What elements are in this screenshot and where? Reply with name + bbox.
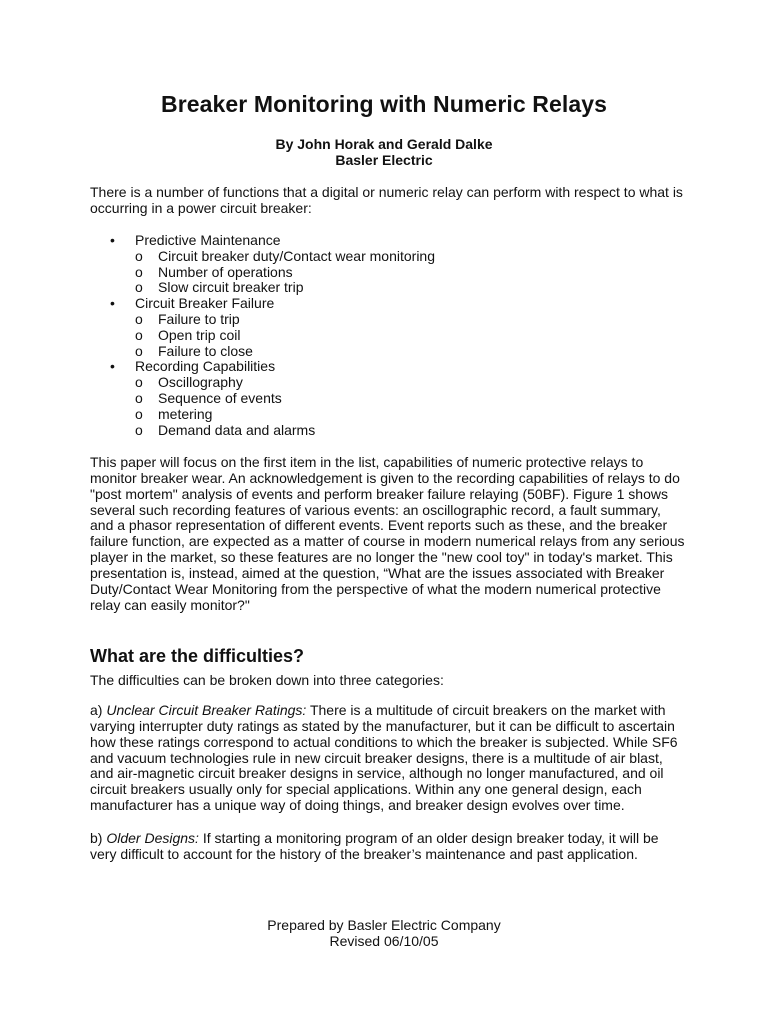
outline-item-label: Circuit Breaker Failure bbox=[135, 295, 275, 312]
item-prefix: a) bbox=[90, 702, 107, 718]
text-line: and air-magnetic circuit breaker designs in service, although no longer manufactured, and oil bbox=[90, 765, 664, 782]
outline-subitem-label: Demand data and alarms bbox=[158, 421, 316, 438]
sub-bullet-icon: o bbox=[135, 389, 143, 406]
outline-item bbox=[90, 359, 690, 375]
footer-revised: Revised 06/10/05 bbox=[329, 933, 439, 949]
text-line: Duty/Contact Wear Monitoring from the perspective of what the modern numerical protective bbox=[90, 580, 661, 597]
page-footer bbox=[0, 917, 768, 949]
outline-subitem bbox=[90, 423, 690, 439]
sub-bullet-icon: o bbox=[135, 310, 143, 327]
outline-subitem-label: Circuit breaker duty/Contact wear monitoring bbox=[158, 247, 436, 264]
text-line: and a phasor representation of different events. Event reports such as these, and the breaker bbox=[90, 517, 668, 534]
bullet-icon: • bbox=[110, 232, 115, 248]
sub-bullet-icon: o bbox=[135, 247, 143, 264]
text-line: monitor breaker wear. An acknowledgement is given to the recording capabilities of relays to do bbox=[90, 469, 680, 486]
outline-subitem-label: Open trip coil bbox=[158, 326, 241, 343]
sub-bullet-icon: o bbox=[135, 263, 143, 280]
text-line: failure function, are expected as a matter of course in modern numerical relays from any serious bbox=[90, 533, 685, 550]
outline-item-label: Recording Capabilities bbox=[135, 358, 276, 375]
text-line: and vacuum technologies rule in new circuit breaker designs, there is a multitude of air blast, bbox=[90, 749, 663, 766]
outline-item-label: Predictive Maintenance bbox=[135, 232, 281, 248]
outline-subitem bbox=[90, 407, 690, 423]
outline-subitem bbox=[90, 375, 690, 391]
text-line bbox=[90, 831, 690, 847]
text-line: how these ratings correspond to actual conditions to which the breaker is subjected. While SF6 bbox=[90, 733, 678, 750]
outline-subitem-label: Failure to close bbox=[158, 342, 253, 359]
text-line: occurring in a power circuit breaker: bbox=[90, 200, 312, 216]
outline-subitem bbox=[90, 265, 690, 281]
bullet-icon: • bbox=[110, 358, 115, 375]
text-line: "post mortem" analysis of events and perform breaker failure relaying (50BF). Figure 1 shows bbox=[90, 485, 668, 502]
item-term: Unclear Circuit Breaker Ratings: bbox=[106, 702, 307, 718]
bullet-icon: • bbox=[110, 295, 115, 312]
outline-subitem-label: Oscillography bbox=[158, 374, 243, 391]
page-title: Breaker Monitoring with Numeric Relays bbox=[160, 91, 608, 117]
text-line: manufacturer has a unique way of doing things, and breaker design evolves over time. bbox=[90, 797, 625, 814]
outline-subitem-label: Slow circuit breaker trip bbox=[158, 279, 304, 296]
sub-bullet-icon: o bbox=[135, 326, 143, 343]
byline bbox=[0, 136, 768, 168]
item-a-paragraph bbox=[90, 703, 690, 814]
text-line: very difficult to account for the history of the breaker’s maintenance and past application. bbox=[90, 845, 638, 862]
footer-prepared-by: Prepared by Basler Electric Company bbox=[267, 917, 501, 933]
outline-subitem bbox=[90, 391, 690, 407]
text-line: This paper will focus on the first item in the list, capabilities of numeric protective relays to bbox=[90, 454, 644, 470]
focus-paragraph bbox=[90, 455, 690, 613]
sub-bullet-icon: o bbox=[135, 374, 143, 391]
sub-bullet-icon: o bbox=[135, 279, 143, 296]
text-line: relay can easily monitor?" bbox=[90, 596, 250, 613]
item-text: There is a multitude of circuit breakers on the market with bbox=[306, 702, 666, 718]
section-heading: What are the difficulties? bbox=[90, 646, 305, 666]
outline-subitem bbox=[90, 328, 690, 344]
text-line: presentation is, instead, aimed at the question, “What are the issues associated with Breaker bbox=[90, 564, 665, 581]
text-line: player in the market, so these features are no longer the "new cool toy" in today's market. This bbox=[90, 549, 673, 566]
outline-subitem bbox=[90, 312, 690, 328]
item-b-paragraph bbox=[90, 831, 690, 863]
intro-paragraph bbox=[90, 184, 690, 216]
text-line: varying interrupter duty ratings as stated by the manufacturer, but it can be difficult to ascertain bbox=[90, 717, 675, 734]
sub-bullet-icon: o bbox=[135, 405, 143, 422]
authors: By John Horak and Gerald Dalke bbox=[275, 136, 493, 152]
outline-subitem-label: Number of operations bbox=[158, 263, 293, 280]
sub-bullet-icon: o bbox=[135, 421, 143, 438]
text-line: several such recording features of various events: an oscillographic record, a fault summary, bbox=[90, 501, 661, 518]
outline-subitem-label: Sequence of events bbox=[158, 389, 282, 406]
item-term: Older Designs: bbox=[106, 830, 199, 846]
section-lead: The difficulties can be broken down into three categories: bbox=[90, 672, 444, 688]
outline-item bbox=[90, 296, 690, 312]
item-prefix: b) bbox=[90, 830, 107, 846]
outline-subitem bbox=[90, 280, 690, 296]
text-line bbox=[90, 703, 690, 719]
function-outline bbox=[90, 233, 690, 438]
outline-subitem-label: Failure to trip bbox=[158, 310, 240, 327]
outline-subitem bbox=[90, 344, 690, 360]
outline-subitem bbox=[90, 249, 690, 265]
item-text: If starting a monitoring program of an older design breaker today, it will be bbox=[198, 830, 659, 846]
organization: Basler Electric bbox=[335, 152, 433, 168]
text-line: There is a number of functions that a digital or numeric relay can perform with respect to what is bbox=[90, 184, 683, 200]
outline-subitem-label: metering bbox=[158, 405, 213, 422]
text-line: circuit breakers usually only for special applications. Within any one general design, each bbox=[90, 781, 642, 798]
sub-bullet-icon: o bbox=[135, 342, 143, 359]
outline-item bbox=[90, 233, 690, 249]
